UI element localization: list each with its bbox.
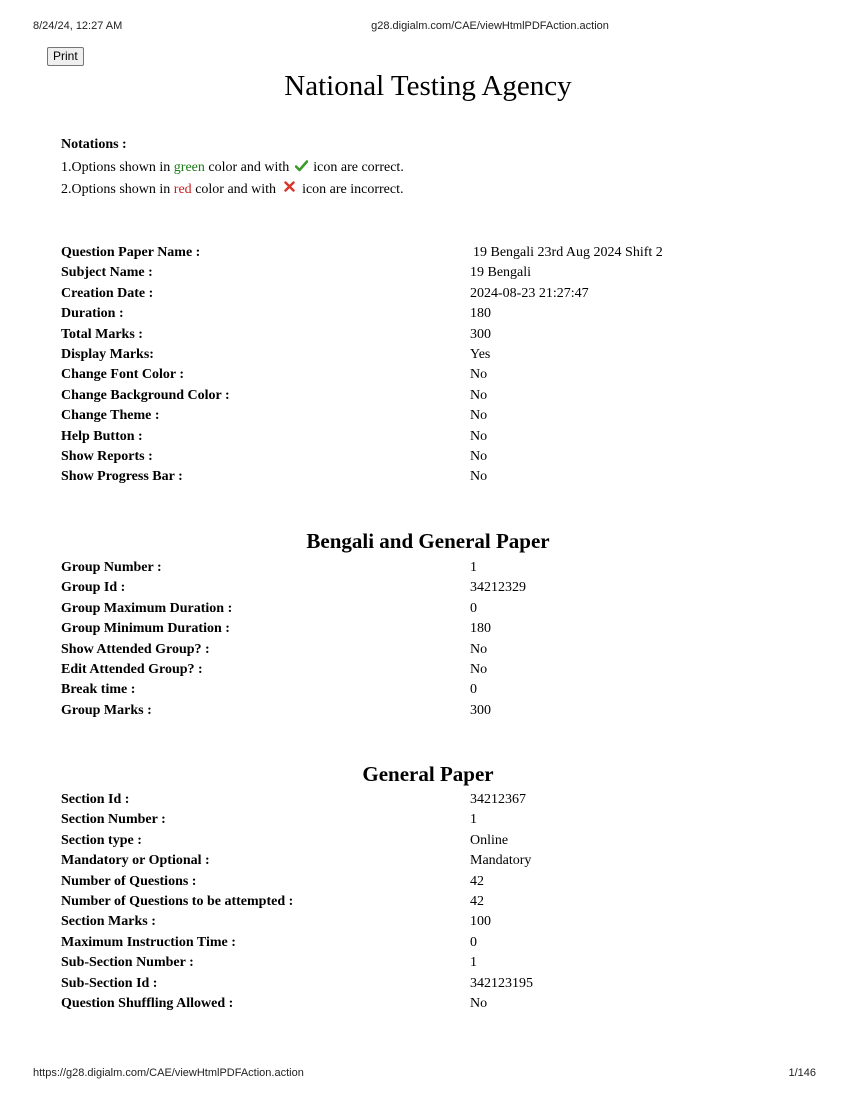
print-footer-url: https://g28.digialm.com/CAE/viewHtmlPDFAction.action (33, 1067, 304, 1079)
check-icon (295, 160, 308, 172)
section-label: Number of Questions : (61, 873, 197, 889)
print-timestamp: 8/24/24, 12:27 AM (33, 20, 123, 32)
print-header-url: g28.digialm.com/CAE/viewHtmlPDFAction.action (371, 20, 609, 32)
section-row (61, 912, 801, 932)
section-row (61, 872, 801, 892)
info-row (61, 243, 801, 263)
info-row (61, 284, 801, 304)
group-row (61, 640, 801, 660)
section-row (61, 831, 801, 851)
section-label: Sub-Section Id : (61, 975, 158, 991)
info-value: 2024-08-23 21:27:47 (470, 285, 589, 301)
section-info-table (61, 790, 801, 1014)
section-row (61, 892, 801, 912)
group-label: Group Id : (61, 580, 126, 596)
section-value: 100 (470, 914, 491, 930)
section-row (61, 851, 801, 871)
notation-text: icon are incorrect. (298, 182, 404, 197)
notation-text: color and with (204, 159, 293, 175)
info-label: Display Marks: (61, 346, 154, 362)
info-label: Help Button : (61, 428, 143, 444)
group-label: Group Marks : (61, 702, 152, 718)
info-label: Total Marks : (61, 326, 143, 342)
section-label: Sub-Section Number : (61, 955, 194, 971)
info-value: No (470, 448, 488, 464)
info-label: Change Background Color : (61, 387, 230, 403)
section-value: Online (470, 832, 509, 848)
section-label: Section Marks : (61, 914, 156, 930)
section-value: 1 (470, 812, 477, 828)
group-value: 34212329 (470, 580, 526, 596)
info-value: 19 Bengali 23rd Aug 2024 Shift 2 (473, 245, 663, 260)
notation-text: color and with (191, 182, 280, 197)
section-row (61, 974, 801, 994)
section-label: Maximum Instruction Time : (61, 934, 236, 950)
section-value: 0 (470, 934, 477, 950)
info-row (61, 263, 801, 283)
section-row (61, 790, 801, 810)
group-value: 0 (470, 682, 477, 698)
group-label: Group Number : (61, 560, 162, 575)
notation-text: icon are correct. (309, 159, 404, 175)
group-info-table (61, 558, 801, 721)
section-value: 42 (470, 873, 484, 889)
section-row (61, 994, 801, 1014)
section-label: Section Number : (61, 812, 166, 828)
group-value: 1 (470, 560, 477, 575)
info-label: Show Reports : (61, 448, 153, 464)
info-row (61, 365, 801, 385)
group-label: Break time : (61, 682, 136, 698)
section-value: No (470, 995, 488, 1011)
green-word: green (173, 159, 205, 175)
section-label: Number of Questions to be attempted : (61, 893, 294, 909)
info-label: Change Theme : (61, 408, 160, 424)
print-header (0, 20, 850, 34)
section-label: Question Shuffling Allowed : (61, 995, 234, 1011)
page-number: 1/146 (788, 1067, 816, 1079)
group-row (61, 701, 801, 721)
info-label: Question Paper Name : (61, 245, 201, 260)
section-value: Mandatory (470, 853, 532, 869)
group-value: 0 (470, 600, 477, 616)
section-value: 1 (470, 955, 477, 971)
section-label: Section Id : (61, 792, 130, 807)
group-value: 180 (470, 621, 491, 637)
info-value: No (470, 408, 488, 424)
notation-text: 2.Options shown in (61, 182, 174, 197)
info-row (61, 386, 801, 406)
notation-correct (61, 157, 404, 180)
group-row (61, 599, 801, 619)
paper-info-table (61, 243, 801, 488)
notation-incorrect (61, 179, 404, 202)
group-value: No (470, 661, 488, 677)
info-label: Change Font Color : (61, 367, 185, 383)
group-row (61, 578, 801, 598)
section-row (61, 810, 801, 830)
section-title: General Paper (362, 762, 494, 786)
section-row (61, 933, 801, 953)
section-value: 42 (470, 893, 484, 909)
info-label: Creation Date : (61, 285, 154, 301)
section-label: Mandatory or Optional : (61, 853, 210, 869)
notations-heading: Notations : (61, 137, 127, 152)
print-button[interactable]: Print (47, 47, 84, 66)
red-word: red (173, 182, 192, 197)
info-label: Duration : (61, 306, 124, 322)
info-value: 19 Bengali (470, 265, 532, 281)
group-row (61, 619, 801, 639)
info-row (61, 345, 801, 365)
info-value: Yes (470, 346, 491, 362)
group-label: Show Attended Group? : (61, 641, 210, 657)
group-row (61, 680, 801, 700)
info-label: Subject Name : (61, 265, 153, 281)
group-row (61, 558, 801, 578)
section-value: 34212367 (470, 792, 526, 807)
info-row (61, 406, 801, 426)
info-row (61, 427, 801, 447)
group-label: Edit Attended Group? : (61, 661, 203, 677)
group-row (61, 660, 801, 680)
group-title: Bengali and General Paper (306, 529, 550, 553)
info-value: 180 (470, 306, 491, 322)
info-value: No (470, 367, 488, 383)
info-value: 300 (470, 326, 491, 342)
section-row (61, 953, 801, 973)
group-value: No (470, 641, 488, 657)
group-value: 300 (470, 702, 491, 718)
notations (61, 134, 404, 202)
info-row (61, 304, 801, 324)
info-label: Show Progress Bar : (61, 469, 183, 485)
info-value: No (470, 469, 488, 485)
info-value: No (470, 387, 488, 403)
cross-icon (284, 181, 295, 192)
info-value: No (470, 428, 488, 444)
info-row (61, 325, 801, 345)
info-row (61, 467, 801, 487)
section-value: 342123195 (470, 975, 533, 991)
group-label: Group Maximum Duration : (61, 600, 233, 616)
notation-text: 1.Options shown in (61, 159, 174, 175)
page-title: National Testing Agency (284, 70, 572, 102)
group-label: Group Minimum Duration : (61, 621, 230, 637)
section-label: Section type : (61, 832, 142, 848)
info-row (61, 447, 801, 467)
